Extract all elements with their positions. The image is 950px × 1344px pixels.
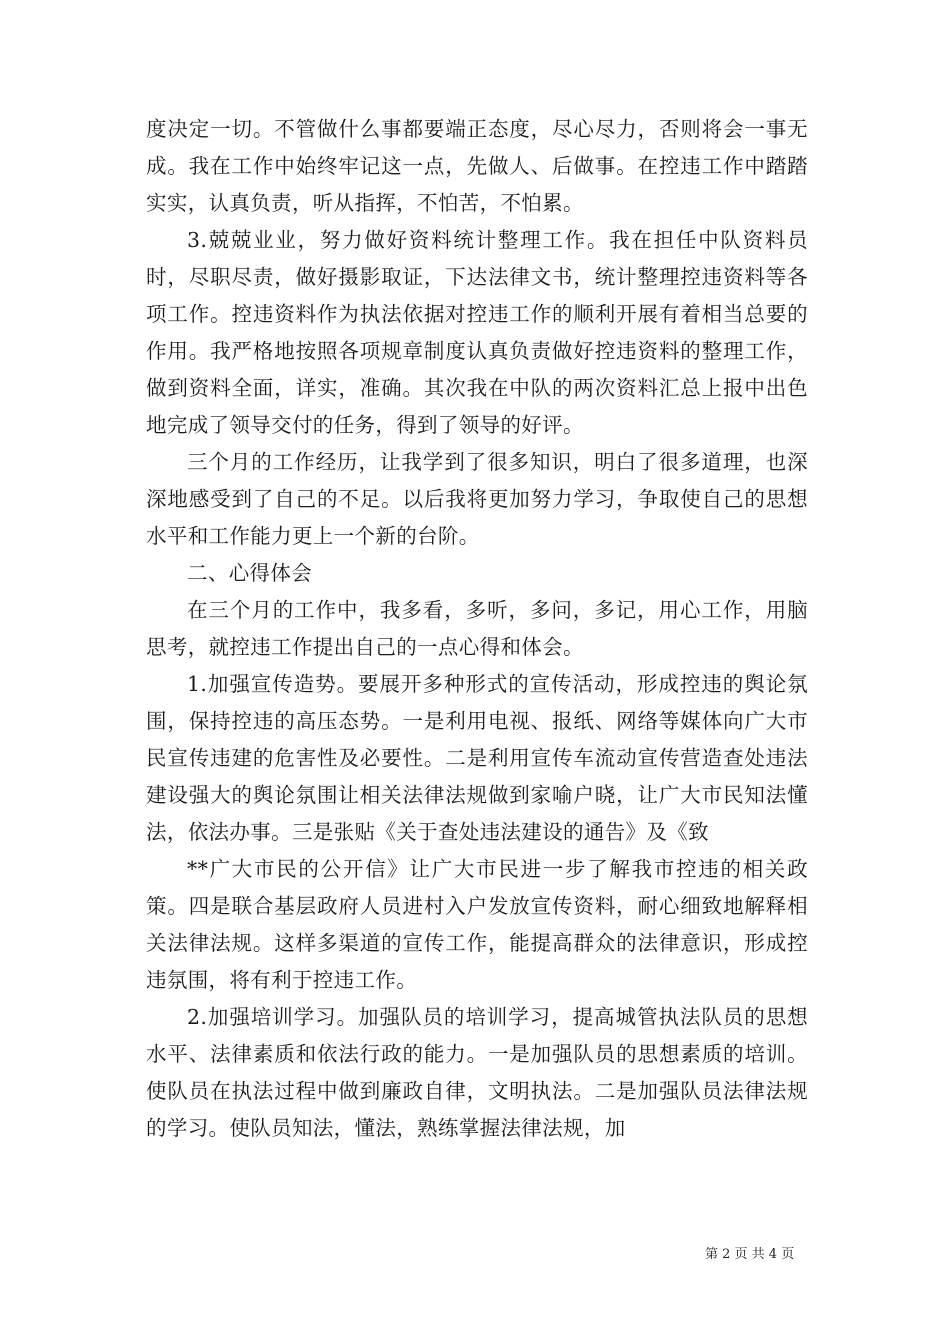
paragraph-5: 在三个月的工作中，我多看，多听，多问，多记，用心工作，用脑思考，就控违工作提出自己的一点心得和体会。 <box>146 598 808 659</box>
paragraph-7: **广大市民的公开信》让广大市民进一步了解我市控违的相关政策。四是联合基层政府人员进村入户发放宣传资料，耐心细致地解释相关法律法规。这样多渠道的宣传工作，能提高群众的法律意识，形成控违氛围，将有利于控违工作。 <box>146 857 808 992</box>
paragraph-2: 3.兢兢业业，努力做好资料统计整理工作。我在担任中队资料员时，尽职尽责，做好摄影取证，下达法律文书，统计整理控违资料等各项工作。控违资料作为执法依据对控违工作的顺利开展有着相当总要的作用。我严格地按照各项规章制度认真负责做好控违资料的整理工作，做到资料全面，详实，准确。其次我在中队的两次资料汇总上报中出色地完成了领导交付的任务，得到了领导的好评。 <box>146 228 808 437</box>
paragraph-6: 1.加强宣传造势。要展开多种形式的宣传活动，形成控违的舆论氛围，保持控违的高压态势。一是利用电视、报纸、网络等媒体向广大市民宣传违建的危害性及必要性。二是利用宣传车流动宣传营造查处违法建设强大的舆论氛围让相关法律法规做到家喻户晓，让广大市民知法懂法，依法办事。三是张贴《关于查处违法建设的通告》及《致 <box>146 672 808 844</box>
page-number-footer: 第 2 页 共 4 页 <box>705 1247 795 1262</box>
paragraph-1: 度决定一切。不管做什么事都要端正态度，尽心尽力，否则将会一事无成。我在工作中始终牢记这一点，先做人、后做事。在控违工作中踏踏实实，认真负责，听从指挥，不怕苦，不怕累。 <box>146 117 808 215</box>
paragraph-8: 2.加强培训学习。加强队员的培训学习，提高城管执法队员的思想水平、法律素质和依法行政的能力。一是加强队员的思想素质的培训。使队员在执法过程中做到廉政自律，文明执法。二是加强队员法律法规的学习。使队员知法，懂法，熟练掌握法律法规，加 <box>146 1005 808 1140</box>
document-body <box>146 111 808 1147</box>
paragraph-3: 三个月的工作经历，让我学到了很多知识，明白了很多道理，也深深地感受到了自己的不足。以后我将更加努力学习，争取使自己的思想水平和工作能力更上一个新的台阶。 <box>146 450 808 548</box>
section-heading: 二、心得体会 <box>187 561 313 585</box>
